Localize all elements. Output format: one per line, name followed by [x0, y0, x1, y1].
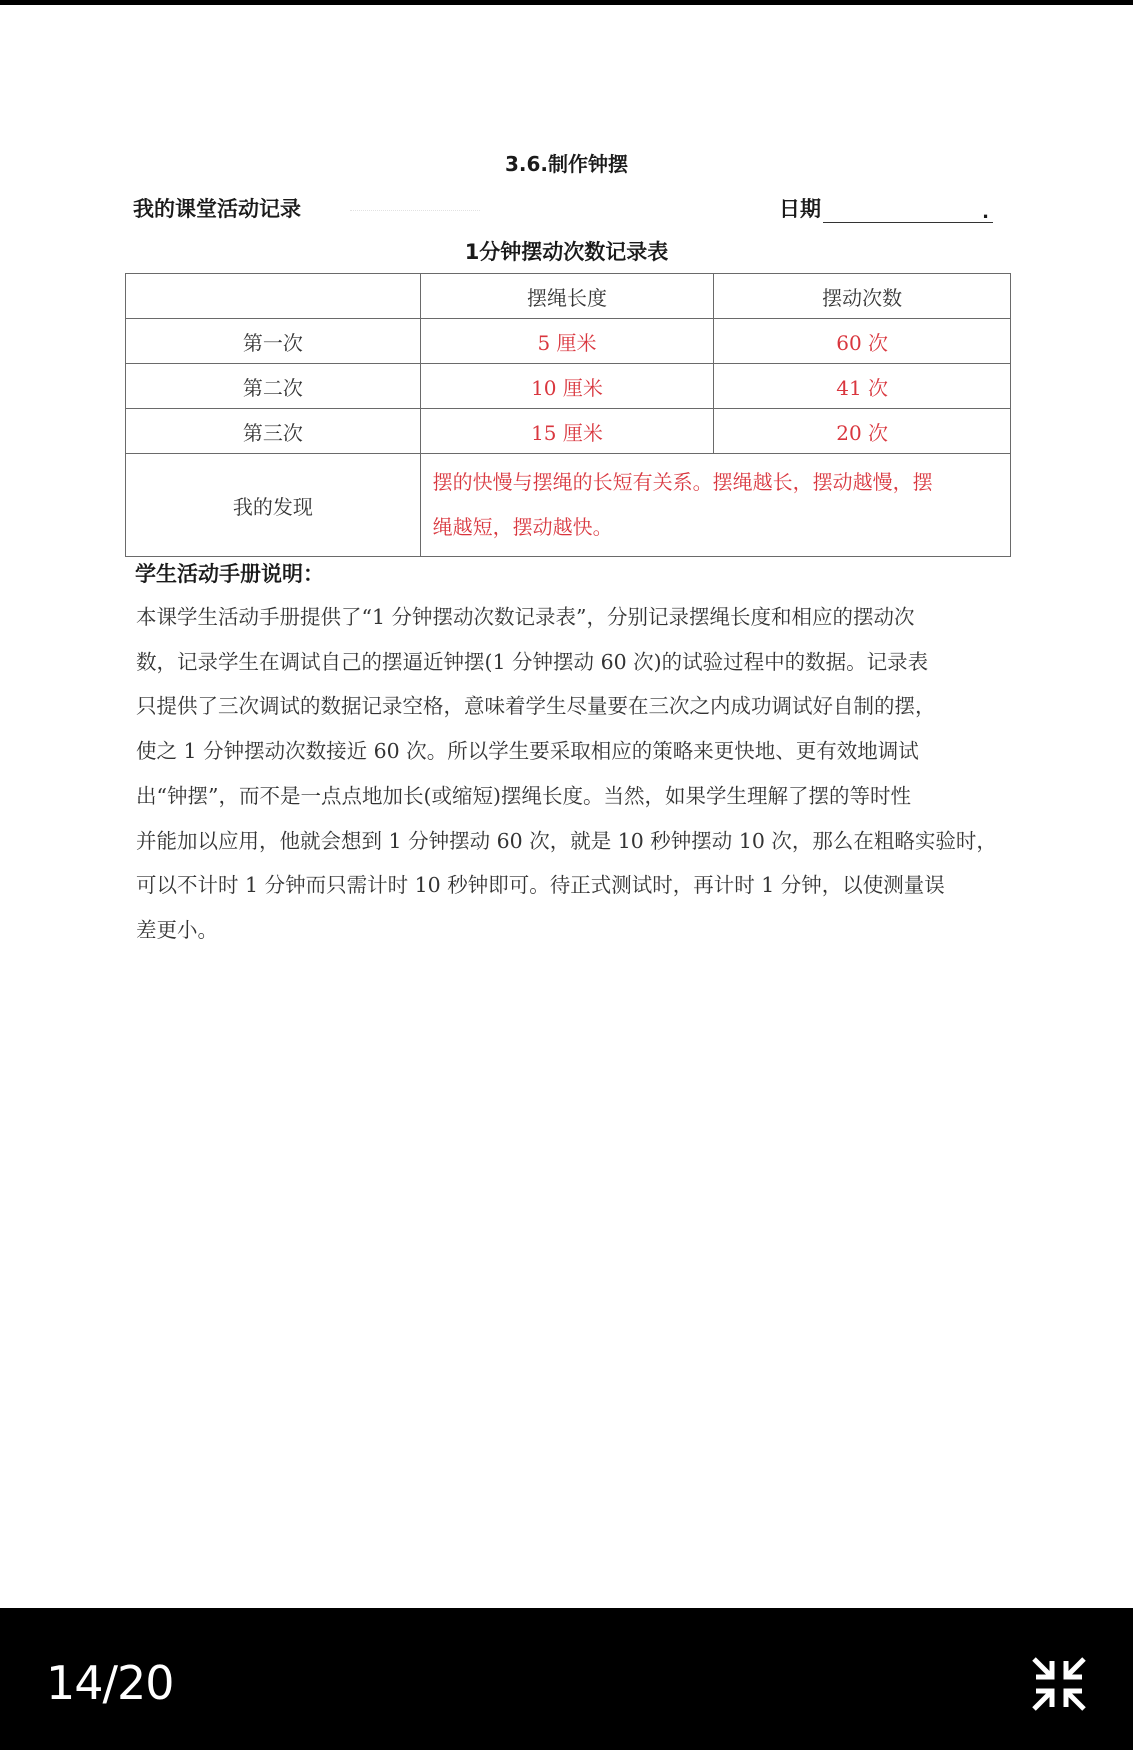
notes-line: 本课学生活动手册提供了“1 分钟摆动次数记录表”，分别记录摆绳长度和相应的摆动次	[136, 605, 915, 629]
record-dotted-line	[350, 210, 480, 211]
table-row	[126, 409, 1011, 454]
notes-line: 并能加以应用，他就会想到 1 分钟摆动 60 次，就是 10 秒钟摆动 10 次，那么在粗略实验时，	[136, 828, 997, 853]
classroom-record-label: 我的课堂活动记录	[133, 197, 301, 221]
date-trailing-dot: .	[982, 202, 989, 223]
swing-count-value: 20 次	[714, 409, 1011, 454]
notes-line: 只提供了三次调试的数据记录空格，意味着学生尽量要在三次之内成功调试好自制的摆，	[136, 694, 936, 719]
findings-line: 摆的快慢与摆绳的长短有关系。摆绳越长，摆动越慢，摆	[432, 470, 933, 494]
notes-line: 数，记录学生在调试自己的摆逼近钟摆(1 分钟摆动 60 次)的试验过程中的数据。记录表	[136, 649, 929, 674]
header-cell-empty	[126, 274, 421, 319]
document-title: 3.6.制作钟摆	[504, 152, 629, 176]
swing-count-record-table	[125, 273, 1011, 557]
header-cell-rope-length: 摆绳长度	[420, 274, 714, 319]
findings-label: 我的发现	[126, 454, 421, 557]
date-label: 日期	[779, 197, 821, 221]
notes-body	[136, 595, 1008, 953]
table-title: 1分钟摆动次数记录表	[464, 240, 669, 264]
header-cell-swing-count: 摆动次数	[714, 274, 1011, 319]
notes-heading: 学生活动手册说明：	[135, 562, 324, 586]
exit-fullscreen-icon	[1026, 1651, 1092, 1717]
swing-count-value: 41 次	[714, 364, 1011, 409]
swing-count-value: 60 次	[714, 319, 1011, 364]
notes-line: 可以不计时 1 分钟而只需计时 10 秒钟即可。待正式测试时，再计时 1 分钟，以使测量误	[136, 873, 945, 898]
table-header-row	[126, 274, 1011, 319]
notes-line: 使之 1 分钟摆动次数接近 60 次。所以学生要采取相应的策略来更快地、更有效地调试	[136, 739, 919, 764]
findings-text	[420, 454, 1010, 557]
row-label: 第三次	[126, 409, 421, 454]
page-counter: 14/20	[46, 1656, 174, 1710]
notes-line: 差更小。	[136, 917, 218, 942]
date-field	[779, 193, 993, 223]
findings-row	[126, 454, 1011, 557]
viewer-bottom-bar	[0, 1608, 1133, 1750]
findings-line: 绳越短，摆动越快。	[432, 515, 613, 539]
rope-length-value: 10 厘米	[420, 364, 714, 409]
row-label: 第二次	[126, 364, 421, 409]
table-row	[126, 319, 1011, 364]
rope-length-value: 15 厘米	[420, 409, 714, 454]
notes-line: 出“钟摆”，而不是一点点地加长(或缩短)摆绳长度。当然，如果学生理解了摆的等时性	[136, 783, 911, 808]
row-label: 第一次	[126, 319, 421, 364]
exit-fullscreen-button[interactable]	[1026, 1651, 1092, 1717]
date-blank-line	[823, 198, 993, 223]
rope-length-value: 5 厘米	[420, 319, 714, 364]
table-row	[126, 364, 1011, 409]
